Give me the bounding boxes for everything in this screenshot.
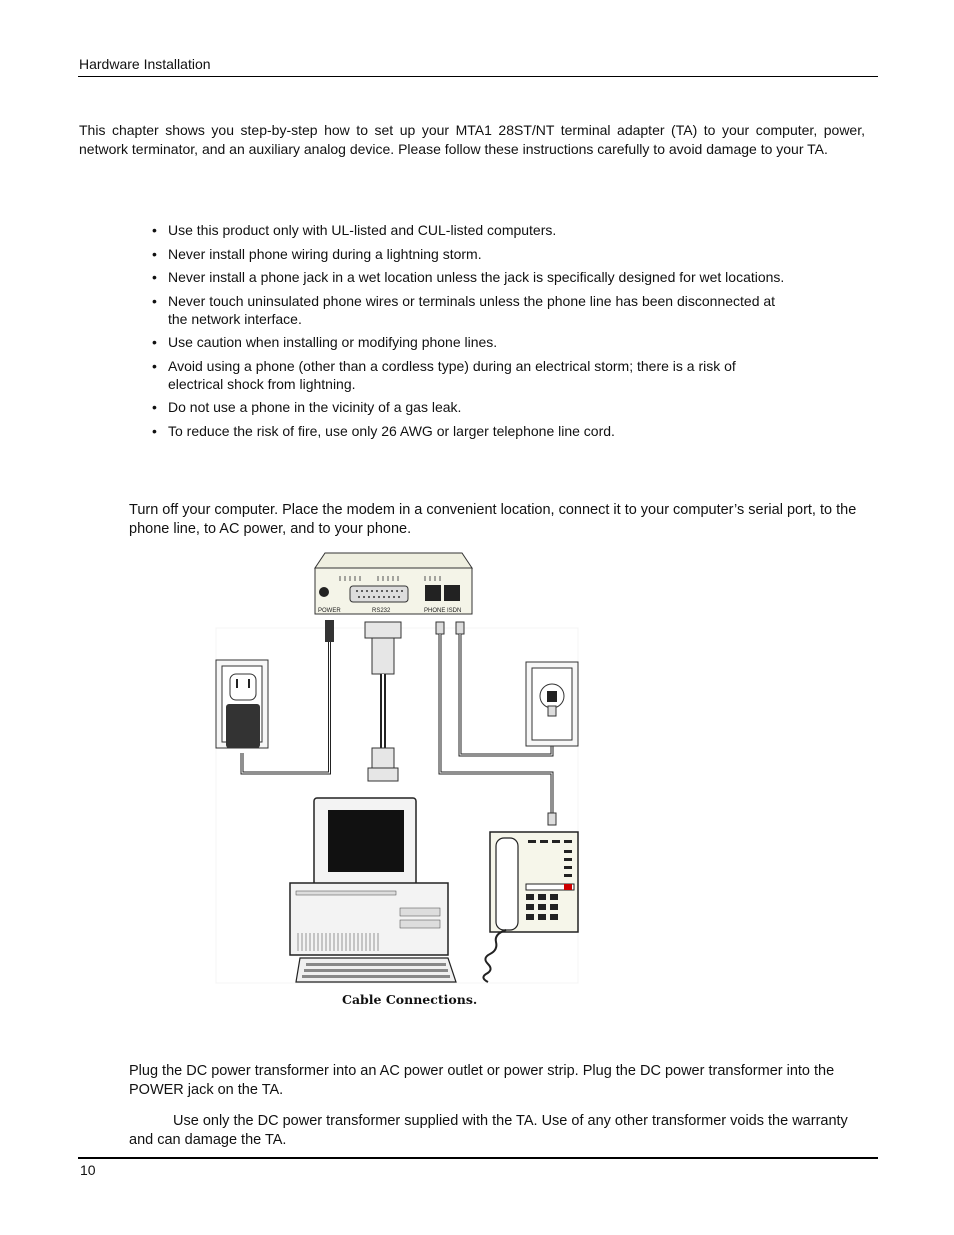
page-number: 10	[80, 1162, 96, 1178]
rs232-port	[350, 586, 408, 602]
computer	[290, 798, 456, 982]
wall-phone-jack	[526, 662, 578, 746]
serial-cable	[365, 622, 401, 781]
figure-caption: Cable Connections.	[342, 992, 478, 1007]
safety-item: • Never install a phone jack in a wet location unless the jack is specifically designed for wet locations.	[150, 268, 790, 286]
safety-list	[150, 221, 790, 445]
header-rule	[78, 76, 878, 77]
terminal-adapter	[315, 553, 472, 614]
isdn-port	[444, 585, 460, 601]
isdn-port-label: ISDN	[447, 608, 462, 614]
coiled-cord	[483, 930, 506, 982]
safety-item: • To reduce the risk of fire, use only 26 AWG or larger telephone line cord.	[150, 422, 790, 440]
telephone	[483, 832, 578, 982]
phone-port-label: PHONE	[424, 608, 446, 614]
note-paragraph: Use only the DC power transformer supplied with the TA. Use of any other transformer voids the warranty and can damage the TA.	[129, 1113, 848, 1148]
running-header: Hardware Installation	[79, 56, 211, 72]
power-port-label: POWER	[318, 608, 341, 614]
intro-paragraph: This chapter shows you step-by-step how to set up your MTA1 28ST/NT terminal adapter (TA) to your computer, power, network terminator, and an auxiliary analog device. Please follow these instructions carefully to avoid damage to your TA.	[79, 122, 865, 157]
safety-item: • Never touch uninsulated phone wires or terminals unless the phone line has been disconnected at the network interface.	[150, 292, 790, 328]
cable-connections-diagram	[200, 548, 590, 988]
setup-paragraph: Turn off your computer. Place the modem in a convenient location, connect it to your computer’s serial port, to the phone line, to AC power, and to your phone.	[129, 502, 857, 537]
monitor-screen	[328, 810, 404, 872]
power-paragraph: Plug the DC power transformer into an AC power outlet or power strip. Plug the DC power transformer into the POWER jack on the TA.	[129, 1063, 835, 1098]
safety-item: • Avoid using a phone (other than a cordless type) during an electrical storm; there is a risk of electrical shock from lightning.	[150, 357, 790, 393]
safety-item: • Do not use a phone in the vicinity of a gas leak.	[150, 398, 790, 416]
safety-item: • Never install phone wiring during a lightning storm.	[150, 245, 790, 263]
footer-rule	[78, 1157, 878, 1159]
safety-item: • Use this product only with UL-listed and CUL-listed computers.	[150, 221, 790, 239]
phone-port	[425, 585, 441, 601]
safety-item: • Use caution when installing or modifying phone lines.	[150, 333, 790, 351]
handset	[496, 838, 518, 930]
wall-outlet	[216, 660, 268, 748]
power-jack	[319, 587, 329, 597]
rs232-port-label: RS232	[372, 608, 391, 614]
dc-transformer	[226, 704, 260, 748]
